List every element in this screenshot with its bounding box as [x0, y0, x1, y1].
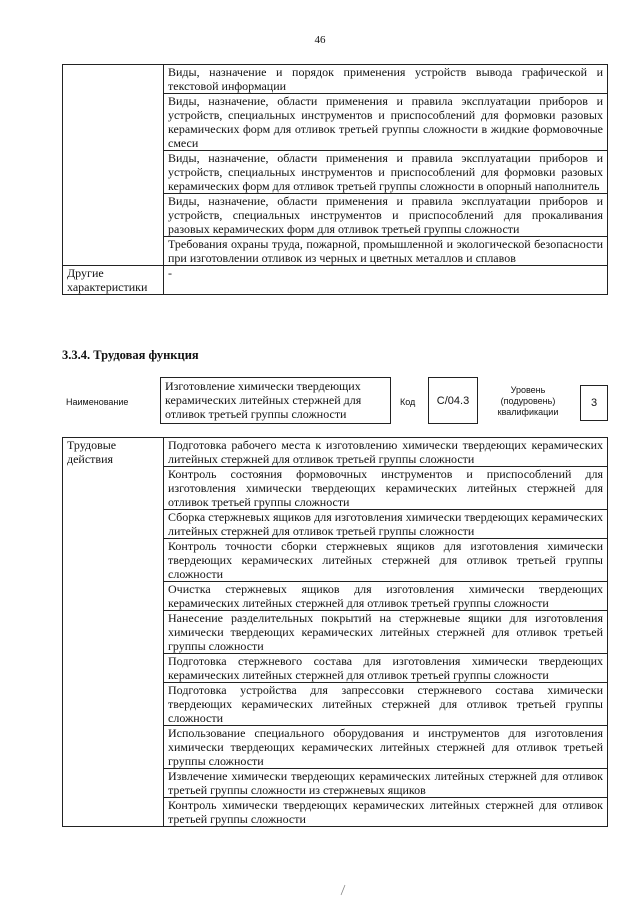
table-label-cell: [63, 65, 164, 266]
name-label: Наименование: [66, 397, 129, 407]
other-characteristics-label: Другие характеристики: [63, 266, 164, 295]
qualification-level-label: Уровень (подуровень) квалификации: [497, 385, 559, 417]
handwritten-mark: [338, 884, 348, 899]
table-cell: Виды, назначение, области применения и правила эксплуатации приборов и устройств, специальных инструментов и приспособлений для формовки разовых керамических форм для отливок третьей группы сложности в опорный наполнитель: [164, 151, 608, 194]
section-heading: 3.3.4. Трудовая функция: [62, 348, 199, 362]
table-cell: Подготовка рабочего места к изготовлению химически твердеющих керамических литейных стержней для отливок третьей группы сложности: [164, 438, 608, 467]
table-cell: Подготовка стержневого состава для изготовления химически твердеющих керамических литейных стержней для отливок третьей группы сложности: [164, 654, 608, 683]
table-row: [63, 65, 608, 94]
table-cell: Сборка стержневых ящиков для изготовления химически твердеющих керамических литейных стержней для отливок третьей группы сложности: [164, 510, 608, 539]
page-number: 46: [314, 34, 326, 46]
table-cell: Нанесение разделительных покрытий на стержневые ящики для изготовления химически твердеющих керамических литейных стержней для отливок третьей группы сложности: [164, 611, 608, 654]
table-cell: Требования охраны труда, пожарной, промышленной и экологической безопасности при изготовлении отливок из черных и цветных металлов и сплавов: [164, 237, 608, 266]
labor-actions-label: Трудовые действия: [63, 438, 164, 827]
table-row: [63, 438, 608, 467]
table-cell: Очистка стержневых ящиков для изготовления химически твердеющих керамических литейных стержней для отливок третьей группы сложности: [164, 582, 608, 611]
labor-actions-table: [62, 437, 608, 827]
table-cell: Контроль точности сборки стержневых ящиков для изготовления химически твердеющих керамических литейных стержней для отливок третьей группы сложности: [164, 539, 608, 582]
table-cell: Виды, назначение, области применения и правила эксплуатации приборов и устройств, специальных инструментов и приспособлений для прокаливания разовых керамических форм для отливок третьей группы сложности: [164, 194, 608, 237]
code-box: C/04.3: [428, 377, 478, 424]
function-name-box: Изготовление химически твердеющих керамических литейных стержней для отливок третьей группы сложности: [160, 377, 391, 424]
table-cell: Подготовка устройства для запрессовки стержневого состава химически твердеющих керамических литейных стержней для отливок третьей группы сложности: [164, 683, 608, 726]
knowledge-table: [62, 64, 608, 295]
table-cell: Извлечение химически твердеющих керамических литейных стержней для отливок третьей группы сложности из стержневых ящиков: [164, 769, 608, 798]
table-cell: Контроль химически твердеющих керамических литейных стержней для отливок третьей группы сложности: [164, 798, 608, 827]
table-cell: Контроль состояния формовочных инструментов и приспособлений для изготовления химически твердеющих керамических литейных стержней для отливок третьей группы сложности: [164, 467, 608, 510]
other-characteristics-value: -: [164, 266, 608, 295]
table-cell: Использование специального оборудования и инструментов для изготовления химически твердеющих керамических литейных стержней для отливок третьей группы сложности: [164, 726, 608, 769]
qualification-level-box: 3: [580, 385, 608, 421]
table-cell: Виды, назначение, области применения и правила эксплуатации приборов и устройств, специальных инструментов и приспособлений для формовки разовых керамических форм для отливок третьей группы сложности в жидкие формовочные смеси: [164, 94, 608, 151]
table-cell: Виды, назначение и порядок применения устройств вывода графической и текстовой информации: [164, 65, 608, 94]
code-label: Код: [400, 397, 416, 407]
table-row: [63, 266, 608, 295]
